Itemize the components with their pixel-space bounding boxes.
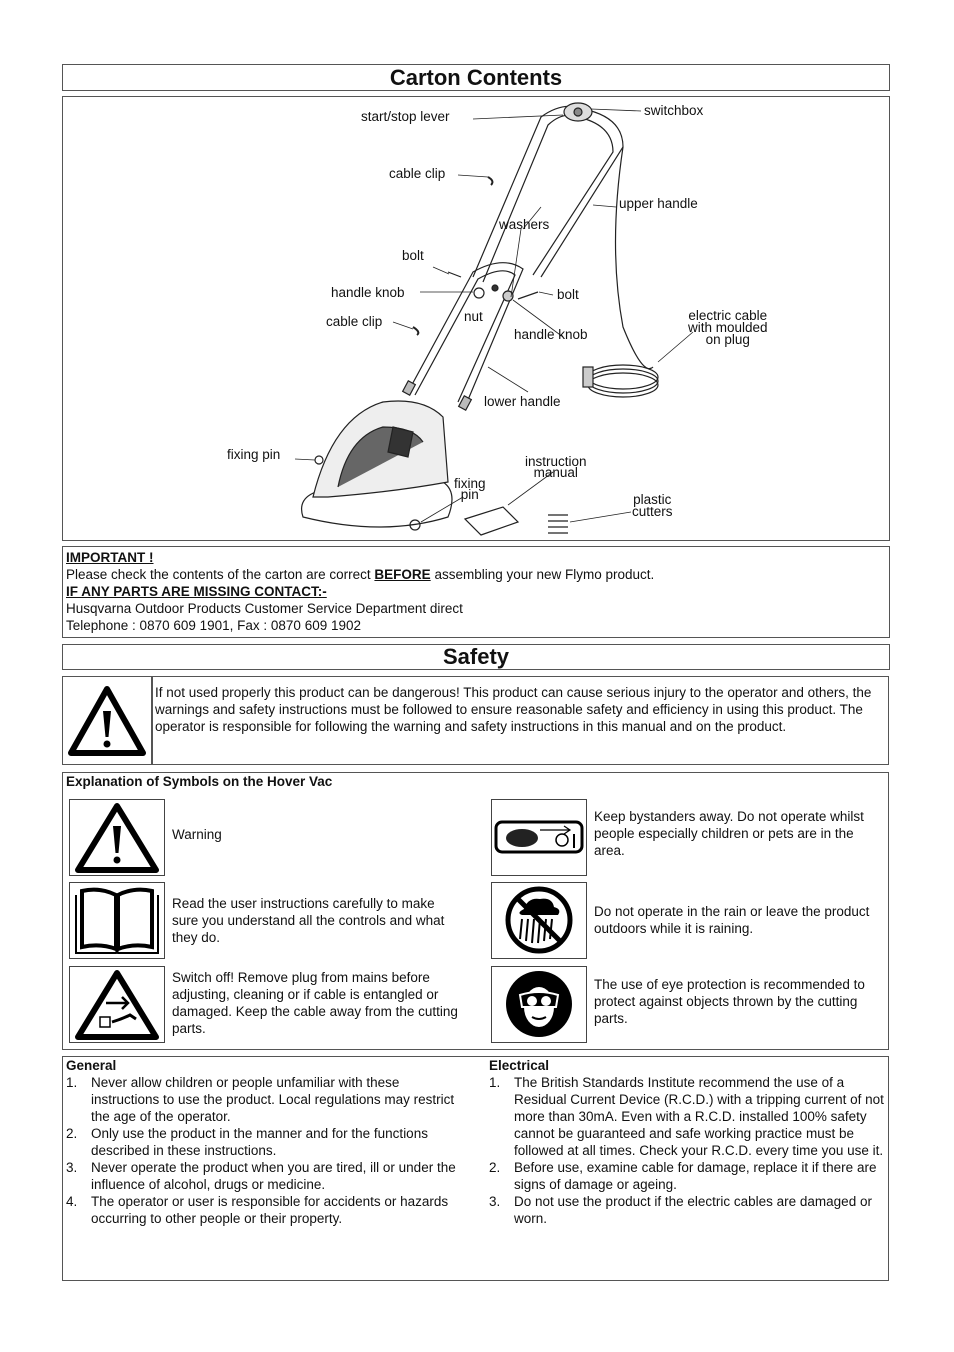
list-number: 3. — [66, 1160, 78, 1175]
carton-title: Carton Contents — [62, 64, 890, 91]
symbol-read-manual — [69, 882, 165, 959]
label-nut: nut — [464, 309, 483, 324]
label-instruction-manual-l2: manual — [533, 465, 578, 480]
label-handle-knob-right: handle knob — [514, 327, 588, 342]
list-item — [489, 1074, 885, 1159]
list-item — [66, 1125, 464, 1159]
label-plastic-cutters-l2: cutters — [632, 504, 673, 519]
important-line1-post: assembling your new Flymo product. — [430, 567, 655, 582]
label-cable-clip-top: cable clip — [389, 166, 446, 181]
important-notice — [62, 546, 890, 638]
no-rain-icon — [492, 883, 586, 958]
missing-parts-heading: IF ANY PARTS ARE MISSING CONTACT:- — [66, 584, 327, 599]
symbols-heading: Explanation of Symbols on the Hover Vac — [66, 774, 333, 789]
label-fixing-pin-l2: pin — [460, 487, 479, 502]
list-text: Only use the product in the manner and for the functions described in these instructions. — [91, 1126, 428, 1158]
label-instruction-manual-l1: instruction — [525, 454, 587, 469]
important-line4: Telephone : 0870 609 1901, Fax : 0870 609 1902 — [66, 618, 361, 633]
symbol-switch-off — [69, 966, 165, 1043]
list-number: 4. — [66, 1194, 78, 1209]
safety-intro-text: If not used properly this product can be dangerous! This product can cause serious injury to the operator and others, the warnings and safety instructions must be followed to ensure reasonable safety and efficiency in using this product. The operator is responsible for following the warning and safety instructions in this manual and on the product. — [155, 685, 872, 734]
carton-diagram-panel — [62, 96, 890, 541]
label-electric-cable-l3: on plug — [705, 332, 750, 347]
general-section — [66, 1057, 464, 1227]
symbol-rain-text: Do not operate in the rain or leave the product outdoors while it is raining. — [594, 904, 870, 936]
label-fixing-pin-l1: fixing — [454, 476, 486, 491]
symbol-bystanders-text: Keep bystanders away. Do not operate whilst people especially children or pets are in the area. — [594, 809, 864, 858]
label-washers: washers — [499, 217, 550, 232]
safety-intro-icon-box — [62, 676, 152, 765]
symbol-eye-protection — [491, 966, 587, 1043]
list-item — [66, 1193, 464, 1227]
important-line3: Husqvarna Outdoor Products Customer Service Department direct — [66, 601, 463, 616]
list-number: 3. — [489, 1194, 501, 1209]
list-item — [66, 1159, 464, 1193]
electrical-section — [489, 1057, 885, 1227]
important-before: BEFORE — [374, 567, 431, 582]
symbol-switch-off-text: Switch off! Remove plug from mains before adjusting, cleaning or if cable is entangled or damaged. Keep the cable away from the cutting parts. — [172, 970, 458, 1036]
label-plastic-cutters-l1: plastic — [633, 492, 672, 507]
label-fixing-pin-right — [454, 478, 486, 500]
label-bolt-right: bolt — [557, 287, 579, 302]
symbol-read-text: Read the user instructions carefully to make sure you understand all the controls and what they do. — [172, 896, 445, 945]
label-fixing-pin-left: fixing pin — [227, 447, 281, 462]
general-electrical-panel — [62, 1056, 889, 1281]
label-electric-cable — [688, 310, 768, 346]
list-text: Do not use the product if the electric cables are damaged or worn. — [514, 1194, 872, 1226]
list-text: Never allow children or people unfamiliar with these instructions to use the product. Local regulations may restrict the age of the operator. — [91, 1075, 455, 1124]
bystanders-distance-icon — [492, 800, 586, 875]
unplug-warning-icon — [70, 967, 164, 1042]
list-item — [489, 1193, 885, 1227]
electrical-list — [489, 1074, 885, 1227]
symbols-panel — [62, 772, 889, 1050]
label-upper-handle: upper handle — [619, 196, 698, 211]
label-plastic-cutters — [632, 494, 673, 518]
general-heading: General — [66, 1058, 117, 1073]
symbol-eye-text: The use of eye protection is recommended to protect against objects thrown by the cutting parts. — [594, 977, 865, 1026]
list-item — [66, 1074, 464, 1125]
symbol-warning-text: Warning — [172, 827, 222, 842]
label-instruction-manual — [525, 456, 587, 478]
label-start-stop-lever: start/stop lever — [361, 109, 450, 124]
safety-intro — [152, 676, 889, 765]
list-number: 1. — [489, 1075, 501, 1090]
label-bolt-left: bolt — [402, 248, 424, 263]
list-number: 2. — [489, 1160, 501, 1175]
symbol-warning — [69, 799, 165, 876]
important-line1 — [66, 566, 886, 583]
warning-triangle-icon — [63, 677, 151, 764]
label-lower-handle: lower handle — [484, 394, 561, 409]
eye-protection-icon — [492, 967, 586, 1042]
list-number: 2. — [66, 1126, 78, 1141]
label-cable-clip-bottom: cable clip — [326, 314, 383, 329]
electrical-heading: Electrical — [489, 1058, 550, 1073]
list-text: The operator or user is responsible for accidents or hazards occurring to other people or their property. — [91, 1194, 449, 1226]
label-handle-knob-left: handle knob — [331, 285, 405, 300]
label-electric-cable-l2: with moulded — [688, 320, 768, 335]
important-line1-pre: Please check the contents of the carton are correct — [66, 567, 375, 582]
list-text: The British Standards Institute recommend the use of a Residual Current Device (R.C.D.) with a tripping current of not more than 30mA. Even with a R.C.D. installed 100% safety cannot be guaranteed and safe working practice must be followed at all times. Check your R.C.D. every time you use it. — [514, 1075, 884, 1158]
safety-title: Safety — [62, 644, 890, 670]
important-heading: IMPORTANT ! — [66, 550, 154, 565]
list-item — [489, 1159, 885, 1193]
symbol-rain — [491, 882, 587, 959]
list-text: Never operate the product when you are tired, ill or under the influence of alcohol, drugs or medicine. — [91, 1160, 456, 1192]
warning-triangle-icon — [70, 800, 164, 875]
open-book-icon — [70, 883, 164, 958]
list-number: 1. — [66, 1075, 78, 1090]
label-electric-cable-l1: electric cable — [688, 308, 768, 323]
general-list — [66, 1074, 464, 1227]
symbol-bystanders — [491, 799, 587, 876]
label-switchbox: switchbox — [644, 103, 704, 118]
list-text: Before use, examine cable for damage, replace it if there are signs of damage or ageing. — [514, 1160, 877, 1192]
